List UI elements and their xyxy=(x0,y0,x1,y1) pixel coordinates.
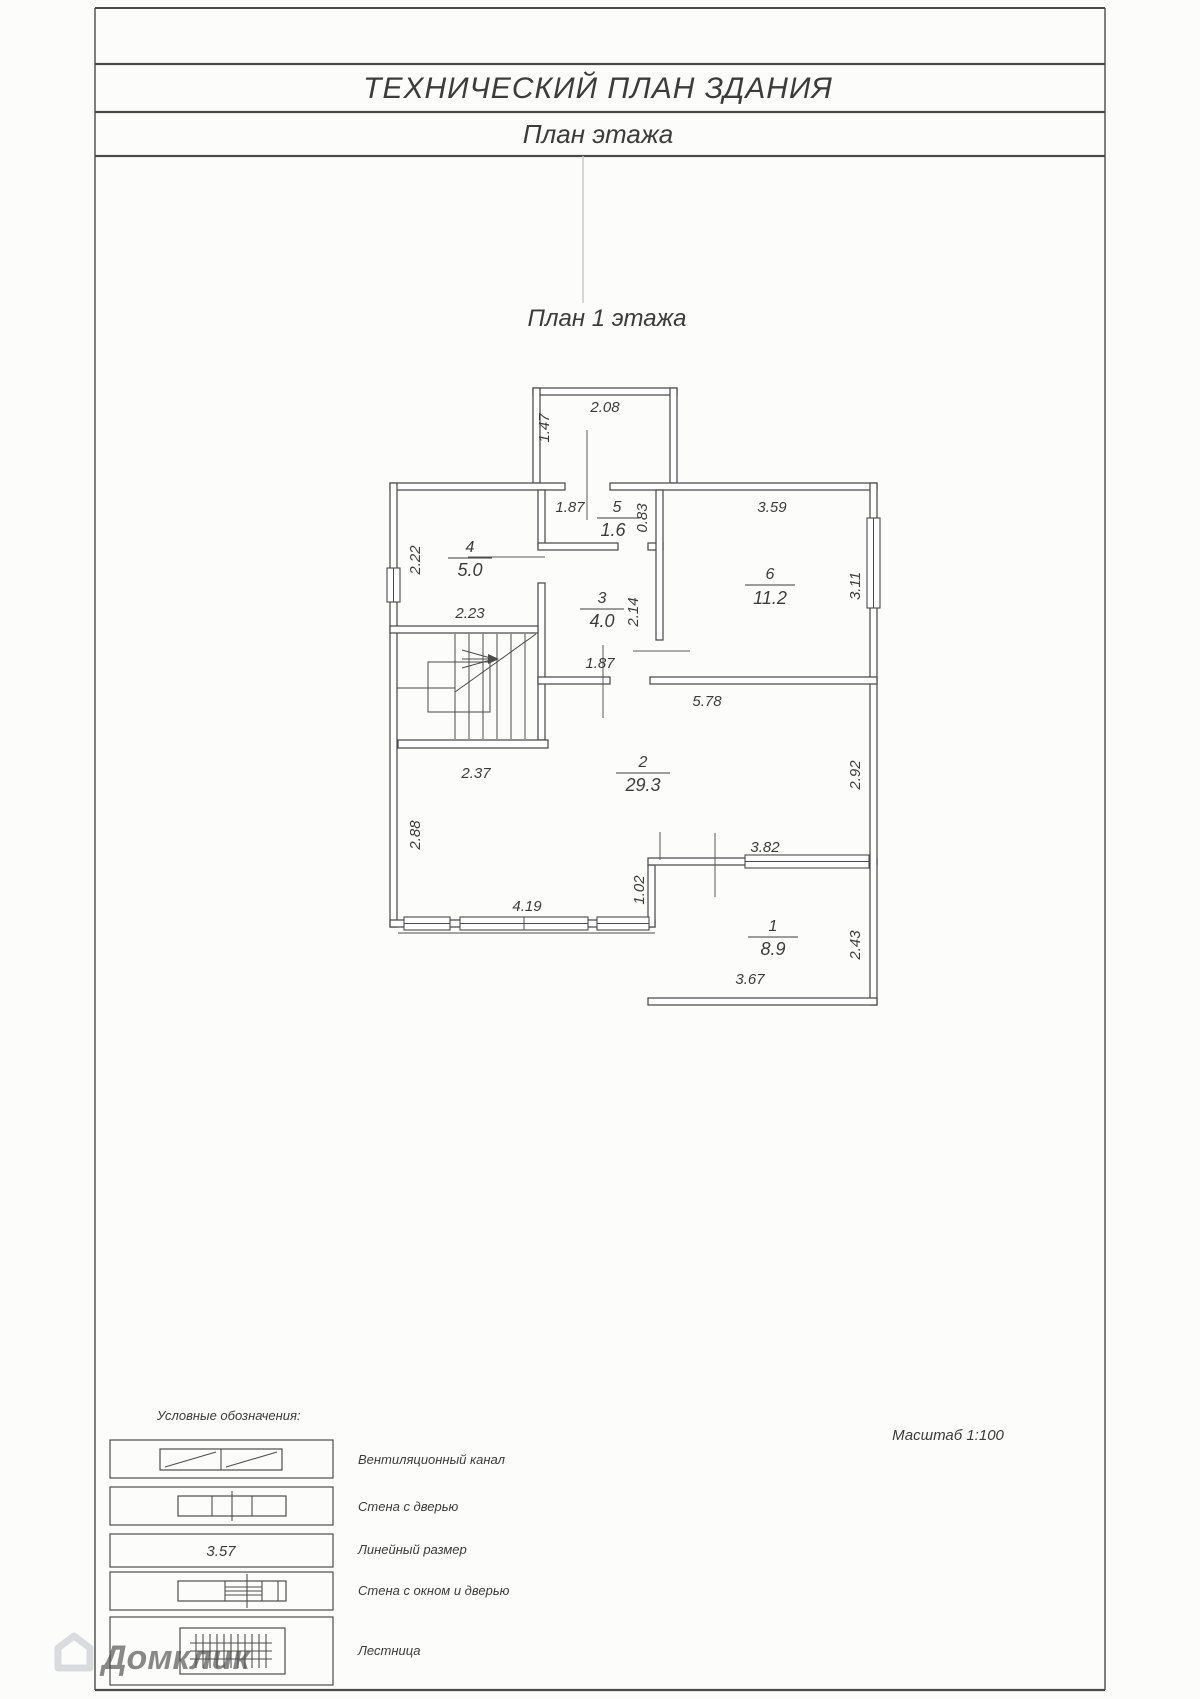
room-6-label xyxy=(745,566,795,608)
dim-room2-right: 2.92 xyxy=(847,760,864,790)
watermark xyxy=(58,1636,251,1677)
watermark-house-icon xyxy=(58,1636,90,1668)
dim-room4-bottom: 2.23 xyxy=(455,605,485,622)
dim-room6-top: 3.59 xyxy=(757,499,787,516)
svg-text:4: 4 xyxy=(465,539,475,556)
legend-label-wall-window-door: Стена с окном и дверью xyxy=(358,1583,510,1598)
svg-text:1: 1 xyxy=(768,918,778,935)
dim-hall-width: 5.78 xyxy=(692,693,722,710)
dim-room2-bottom: 4.19 xyxy=(512,898,542,915)
document-subtitle: План этажа xyxy=(522,119,674,149)
room-4-label xyxy=(448,539,492,580)
dim-porch-width: 2.08 xyxy=(590,399,620,416)
scale-label: Масштаб 1:100 xyxy=(892,1427,1004,1444)
document-title: ТЕХНИЧЕСКИЙ ПЛАН ЗДАНИЯ xyxy=(363,72,833,105)
dim-room3-bottom: 1.87 xyxy=(585,655,615,672)
staircase xyxy=(397,634,536,739)
dim-room2-left: 2.88 xyxy=(407,820,424,850)
legend-dimension-example: 3.57 xyxy=(206,1543,236,1560)
dim-room5-right: 0.83 xyxy=(634,503,651,533)
svg-text:2: 2 xyxy=(638,754,648,771)
svg-text:5.0: 5.0 xyxy=(457,560,483,580)
legend-label-staircase: Лестница xyxy=(358,1643,421,1658)
dim-room6-right: 3.11 xyxy=(847,571,864,601)
room-1-label xyxy=(748,918,798,959)
svg-text:1.6: 1.6 xyxy=(600,520,626,540)
dim-room4-left: 2.22 xyxy=(407,545,424,575)
legend-label-wall-door: Стена с дверью xyxy=(358,1499,459,1514)
legend-symbol-ventilation xyxy=(110,1440,333,1478)
windows xyxy=(387,518,880,933)
room-2-label xyxy=(616,754,670,795)
room-3-label xyxy=(580,590,624,631)
legend-label-linear-dimension: Линейный размер xyxy=(358,1542,467,1557)
svg-text:4.0: 4.0 xyxy=(589,611,615,631)
legend-symbol-wall-window-door xyxy=(110,1572,333,1610)
dim-room1-step: 1.02 xyxy=(631,875,648,905)
svg-text:3: 3 xyxy=(597,590,607,607)
svg-text:5: 5 xyxy=(612,499,622,516)
room-labels xyxy=(448,499,798,959)
legend-heading: Условные обозначения: xyxy=(157,1408,301,1423)
svg-text:29.3: 29.3 xyxy=(625,775,661,795)
stair-direction-arrow xyxy=(462,650,499,668)
floor-plan xyxy=(387,388,880,1005)
dim-room5-top: 1.87 xyxy=(555,499,585,516)
dim-room1-right: 2.43 xyxy=(847,930,864,960)
svg-text:11.2: 11.2 xyxy=(753,588,787,608)
svg-text:6: 6 xyxy=(765,566,775,583)
dim-room1-bottom: 3.67 xyxy=(735,971,765,988)
watermark-text: Домклик xyxy=(102,1639,250,1677)
floor-plan-label: План 1 этажа xyxy=(527,305,687,332)
dim-porch-height: 1.47 xyxy=(536,413,553,443)
legend-symbol-linear-dimension xyxy=(110,1534,333,1567)
dim-stair-width: 2.37 xyxy=(461,765,491,782)
walls xyxy=(390,388,877,1005)
legend-label-ventilation: Вентиляционный канал xyxy=(358,1452,505,1467)
dim-room1-top: 3.82 xyxy=(750,839,780,856)
legend-symbol-wall-door xyxy=(110,1487,333,1525)
svg-text:8.9: 8.9 xyxy=(760,939,786,959)
dim-room3-right: 2.14 xyxy=(625,597,642,627)
room-5-label xyxy=(597,499,639,540)
